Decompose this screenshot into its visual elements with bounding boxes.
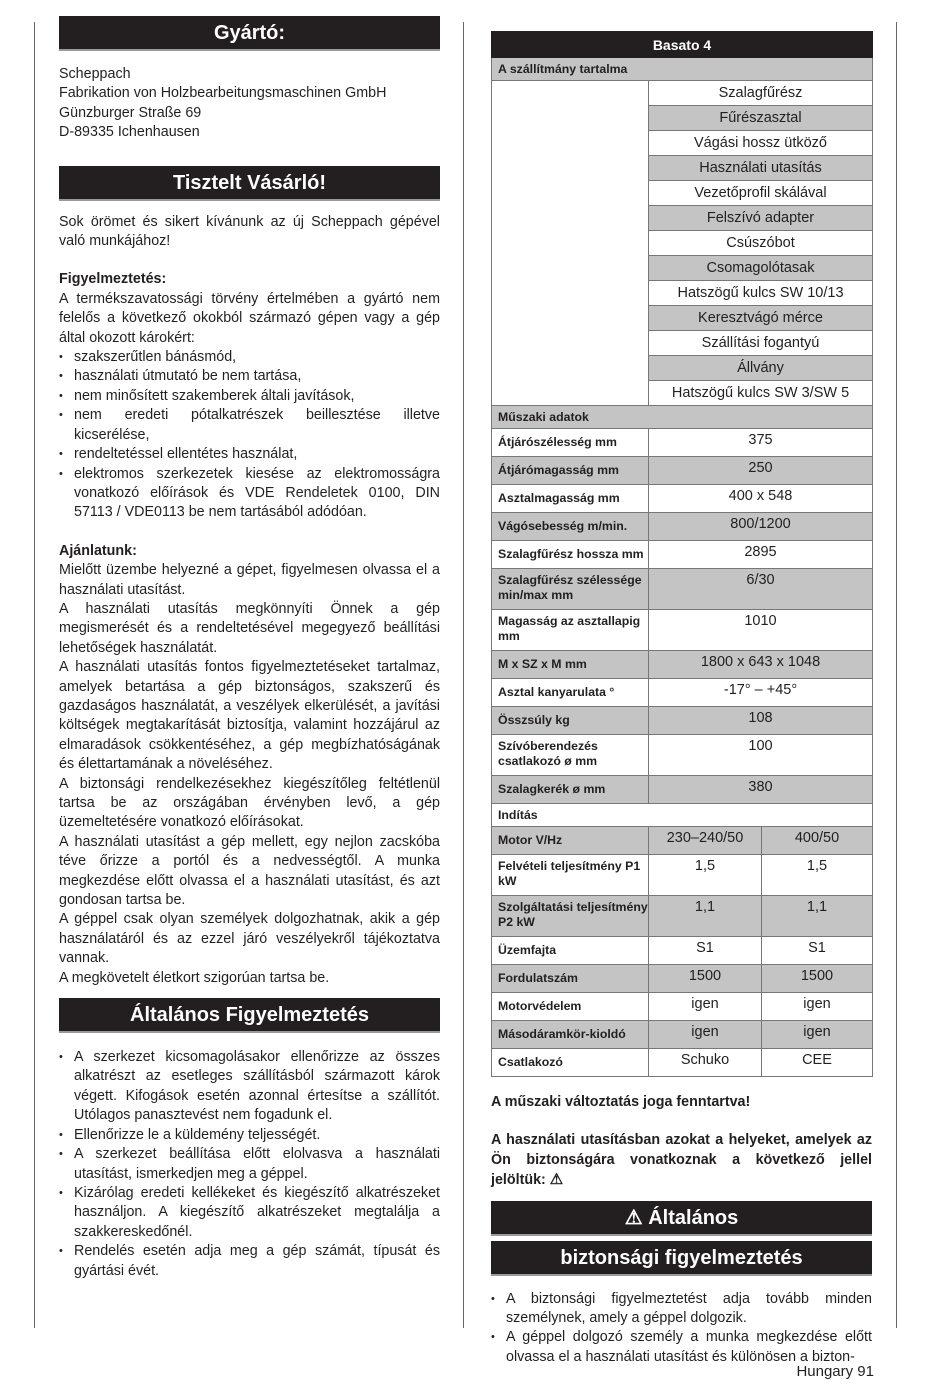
warning-list [59, 348, 440, 523]
spec-value: 2895 [649, 541, 873, 569]
spec-row [492, 541, 873, 569]
delivery-item-row [492, 106, 873, 131]
safety-heading-1: ⚠ Általános [491, 1201, 872, 1236]
delivery-item: Állvány [649, 356, 873, 381]
center-rule [463, 22, 464, 1328]
delivery-item: Szállítási fogantyú [649, 331, 873, 356]
motor-row [492, 827, 873, 855]
spec-label: Összsúly kg [492, 707, 649, 735]
delivery-item-row [492, 131, 873, 156]
page-footer: Hungary 91 [796, 1363, 874, 1380]
spec-label: Szalagfűrész szélessége min/max mm [492, 569, 649, 610]
motor-row [492, 1049, 873, 1077]
spec-label: Szalagkerék ø mm [492, 776, 649, 804]
motor-row [492, 965, 873, 993]
motor-value-230v: Schuko [649, 1049, 762, 1077]
motor-row [492, 1021, 873, 1049]
blank-cell [492, 306, 649, 331]
warning-triangle-icon: ⚠ [624, 1206, 643, 1229]
motor-value-400v: 1500 [762, 965, 873, 993]
spec-label: Asztal kanyarulata ° [492, 679, 649, 707]
delivery-item-row [492, 331, 873, 356]
recommend-paragraph: A használati utasítás fontos figyelmeztetéseket tartalmaz, amelyek betartása a gép biztonságos, szakszerű és gazdaságos használatát, a veszélyek elkerülését, a javítási költségek megtakarítását biztosítja, valamint hozzájárul az elmaradások csökkentéséhez, a gép megbízhatóságának és élettartamának a növeléséhez. [59, 659, 440, 773]
left-margin-rule [34, 22, 35, 1328]
motor-value-230v: 1500 [649, 965, 762, 993]
blank-cell [492, 231, 649, 256]
spec-value: 108 [649, 707, 873, 735]
spec-value: 400 x 548 [649, 485, 873, 513]
delivery-item: Csomagolótasak [649, 256, 873, 281]
list-item: • rendeltetéssel ellentétes használat, [59, 445, 440, 464]
recommend-title: Ajánlatunk: [59, 542, 137, 559]
spec-label: Szívóberendezés csatlakozó ø mm [492, 735, 649, 776]
address-line: Günzburger Straße 69 [59, 104, 202, 121]
spec-value: 1800 x 643 x 1048 [649, 651, 873, 679]
motor-value-400v: 400/50 [762, 827, 873, 855]
warning-triangle-icon: ⚠ [549, 1171, 564, 1189]
spec-row [492, 679, 873, 707]
delivery-item-row [492, 206, 873, 231]
address-line: D-89335 Ichenhausen [59, 124, 200, 141]
delivery-item-row [492, 356, 873, 381]
safety-list [491, 1290, 872, 1368]
delivery-item: Felszívó adapter [649, 206, 873, 231]
marker-note: A használati utasításban azokat a helyeket, amelyek az Ön biztonságára vonatkoznak a következő jellel jelöltük: ⚠ [491, 1132, 872, 1189]
right-column [491, 31, 872, 1367]
list-item: • nem eredeti pótalkatrészek beillesztése illetve kicserélése, [59, 406, 440, 445]
blank-cell [492, 381, 649, 406]
spec-value: 380 [649, 776, 873, 804]
delivery-item-row [492, 181, 873, 206]
motor-row [492, 993, 873, 1021]
motor-value-230v: igen [649, 1021, 762, 1049]
spec-row [492, 776, 873, 804]
list-item: • A szerkezet kicsomagolásakor ellenőrizze az összes alkatrészt az esetleges szállításból származott károk végett. Kifogások esetén azonnal értesítse a szállítót. Utólagos panasztevést nem fogadunk el. [59, 1048, 440, 1126]
left-column [59, 16, 440, 1281]
list-item: • nem minősített szakemberek általi javítások, [59, 387, 440, 406]
motor-label: Csatlakozó [492, 1049, 649, 1077]
list-item: • szakszerűtlen bánásmód, [59, 348, 440, 367]
motor-value-230v: S1 [649, 937, 762, 965]
spec-row [492, 569, 873, 610]
motor-value-400v: igen [762, 1021, 873, 1049]
blank-cell [492, 356, 649, 381]
recommend-paragraph: A géppel csak olyan személyek dolgozhatnak, akik a gép használatáról és az ezzel járó veszélyekről tájékoztatva vannak. [59, 911, 440, 967]
delivery-item-row [492, 156, 873, 181]
spec-label: Vágósebesség m/min. [492, 513, 649, 541]
spec-row [492, 485, 873, 513]
model-name: Basato 4 [492, 32, 873, 58]
blank-cell [492, 106, 649, 131]
motor-label: Motor V/Hz [492, 827, 649, 855]
spec-value: 6/30 [649, 569, 873, 610]
list-item: • A géppel dolgozó személy a munka megkezdése előtt olvassa el a használati utasítást és különösen a bizton- [491, 1328, 872, 1367]
delivery-item: Csúszóbot [649, 231, 873, 256]
spec-value: 250 [649, 457, 873, 485]
motor-value-230v: 1,1 [649, 896, 762, 937]
delivery-item-row [492, 81, 873, 106]
spec-table [491, 31, 873, 1077]
blank-cell [492, 156, 649, 181]
spec-value: 375 [649, 429, 873, 457]
spec-row [492, 457, 873, 485]
list-item: • elektromos szerkezetek kiesése az elektromosságra vonatkozó előírások és VDE Rendeletek 0100, DIN 57113 / VDE0113 be nem tartásából adódóan. [59, 465, 440, 523]
blank-cell [492, 331, 649, 356]
delivery-item: Hatszögű kulcs SW 10/13 [649, 281, 873, 306]
motor-label: Szolgáltatási teljesítmény P2 kW [492, 896, 649, 937]
motor-value-400v: 1,5 [762, 855, 873, 896]
address-line: Scheppach [59, 66, 131, 82]
blank-cell [492, 131, 649, 156]
motor-value-400v: S1 [762, 937, 873, 965]
list-item: • A szerkezet beállítása előtt elolvasva a használati utasítást, ismerkedjen meg a géppel. [59, 1145, 440, 1184]
warning-title: Figyelmeztetés: [59, 271, 167, 288]
blank-cell [492, 206, 649, 231]
motor-label: Üzemfajta [492, 937, 649, 965]
list-item: • Ellenőrizze le a küldemény teljességét. [59, 1126, 440, 1145]
delivery-item: Vezetőprofil skálával [649, 181, 873, 206]
motor-value-230v: 230–240/50 [649, 827, 762, 855]
spec-row [492, 707, 873, 735]
spec-row [492, 651, 873, 679]
spec-row [492, 429, 873, 457]
delivery-item: Keresztvágó mérce [649, 306, 873, 331]
recommend-paragraph: Mielőtt üzembe helyezné a gépet, figyelmesen olvassa el a használati utasítást. [59, 562, 440, 598]
motor-value-400v: 1,1 [762, 896, 873, 937]
motor-value-400v: CEE [762, 1049, 873, 1077]
list-item: • Kizárólag eredeti kellékeket és kiegészítő alkatrészeket használjon. A kiegészítő alkatrészeket megtalálja a szakkereskedőnél. [59, 1184, 440, 1242]
spec-label: Magasság az asztallapig mm [492, 610, 649, 651]
delivery-item: Használati utasítás [649, 156, 873, 181]
delivery-section-title: A szállítmány tartalma [492, 58, 873, 81]
delivery-item-row [492, 256, 873, 281]
manufacturer-address [59, 65, 440, 143]
recommend-paragraph: A biztonsági rendelkezésekhez kiegészítőleg feltétlenül tartsa be az országában érvényben levő, a gép üzemeltetésére vonatkozó előírásokat. [59, 775, 440, 831]
spec-label: Asztalmagasság mm [492, 485, 649, 513]
recommend-paragraph: A használati utasítás megkönnyíti Önnek a gép megismerését és a rendeltetésével megegyező beállítási lehetőségek használatát. [59, 600, 440, 656]
manufacturer-heading: Gyártó: [59, 16, 440, 51]
dear-customer-heading: Tisztelt Vásárló! [59, 166, 440, 201]
spec-value: 1010 [649, 610, 873, 651]
start-section-title: Indítás [492, 804, 873, 827]
warning-text: A termékszavatossági törvény értelmében a gyártó nem felelős a következő okokból származó gépen vagy a gép által okozott károkért: [59, 290, 440, 346]
motor-row [492, 937, 873, 965]
safety-heading-2: biztonsági figyelmeztetés [491, 1241, 872, 1276]
spec-label: Szalagfűrész hossza mm [492, 541, 649, 569]
spec-label: Átjárószélesség mm [492, 429, 649, 457]
spec-row [492, 610, 873, 651]
delivery-item: Vágási hossz ütköző [649, 131, 873, 156]
motor-row [492, 855, 873, 896]
motor-label: Fordulatszám [492, 965, 649, 993]
delivery-item: Fűrészasztal [649, 106, 873, 131]
spec-label: Átjárómagasság mm [492, 457, 649, 485]
general-warning-heading: Általános Figyelmeztetés [59, 998, 440, 1033]
intro-text: Sok örömet és sikert kívánunk az új Scheppach gépével való munkájához! [59, 213, 440, 250]
right-margin-rule [896, 22, 897, 1328]
delivery-item-row [492, 381, 873, 406]
reserved-notice: A műszaki változtatás joga fenntartva! [491, 1094, 751, 1110]
recommend-paragraph: A megkövetelt életkort szigorúan tartsa be. [59, 969, 330, 986]
general-warning-list [59, 1048, 440, 1281]
blank-cell [492, 81, 649, 106]
spec-row [492, 735, 873, 776]
motor-row [492, 896, 873, 937]
delivery-item-row [492, 306, 873, 331]
spec-value: 800/1200 [649, 513, 873, 541]
spec-value: 100 [649, 735, 873, 776]
motor-label: Másodáramkör-kioldó [492, 1021, 649, 1049]
motor-value-400v: igen [762, 993, 873, 1021]
motor-label: Felvételi teljesítmény P1 kW [492, 855, 649, 896]
blank-cell [492, 256, 649, 281]
list-item: • használati útmutató be nem tartása, [59, 367, 440, 386]
address-line: Fabrikation von Holzbearbeitungsmaschinen GmbH [59, 85, 387, 102]
spec-label: M x SZ x M mm [492, 651, 649, 679]
delivery-item: Szalagfűrész [649, 81, 873, 106]
motor-value-230v: igen [649, 993, 762, 1021]
delivery-item: Hatszögű kulcs SW 3/SW 5 [649, 381, 873, 406]
tech-section-title: Műszaki adatok [492, 406, 873, 429]
delivery-item-row [492, 231, 873, 256]
spec-value: -17° – +45° [649, 679, 873, 707]
motor-value-230v: 1,5 [649, 855, 762, 896]
recommend-paragraph: A használati utasítást a gép mellett, egy nejlon zacskóba téve őrizze a portól és a nedvességtől. A munka megkezdése előtt olvassa el a használati utasítást, és azt gondosan tartsa be. [59, 833, 440, 909]
list-item: • Rendelés esetén adja meg a gép számát, típusát és gyártási évét. [59, 1242, 440, 1281]
spec-row [492, 513, 873, 541]
motor-label: Motorvédelem [492, 993, 649, 1021]
list-item: • A biztonsági figyelmeztetést adja tovább minden személynek, amely a géppel dolgozik. [491, 1290, 872, 1329]
blank-cell [492, 181, 649, 206]
blank-cell [492, 281, 649, 306]
delivery-item-row [492, 281, 873, 306]
